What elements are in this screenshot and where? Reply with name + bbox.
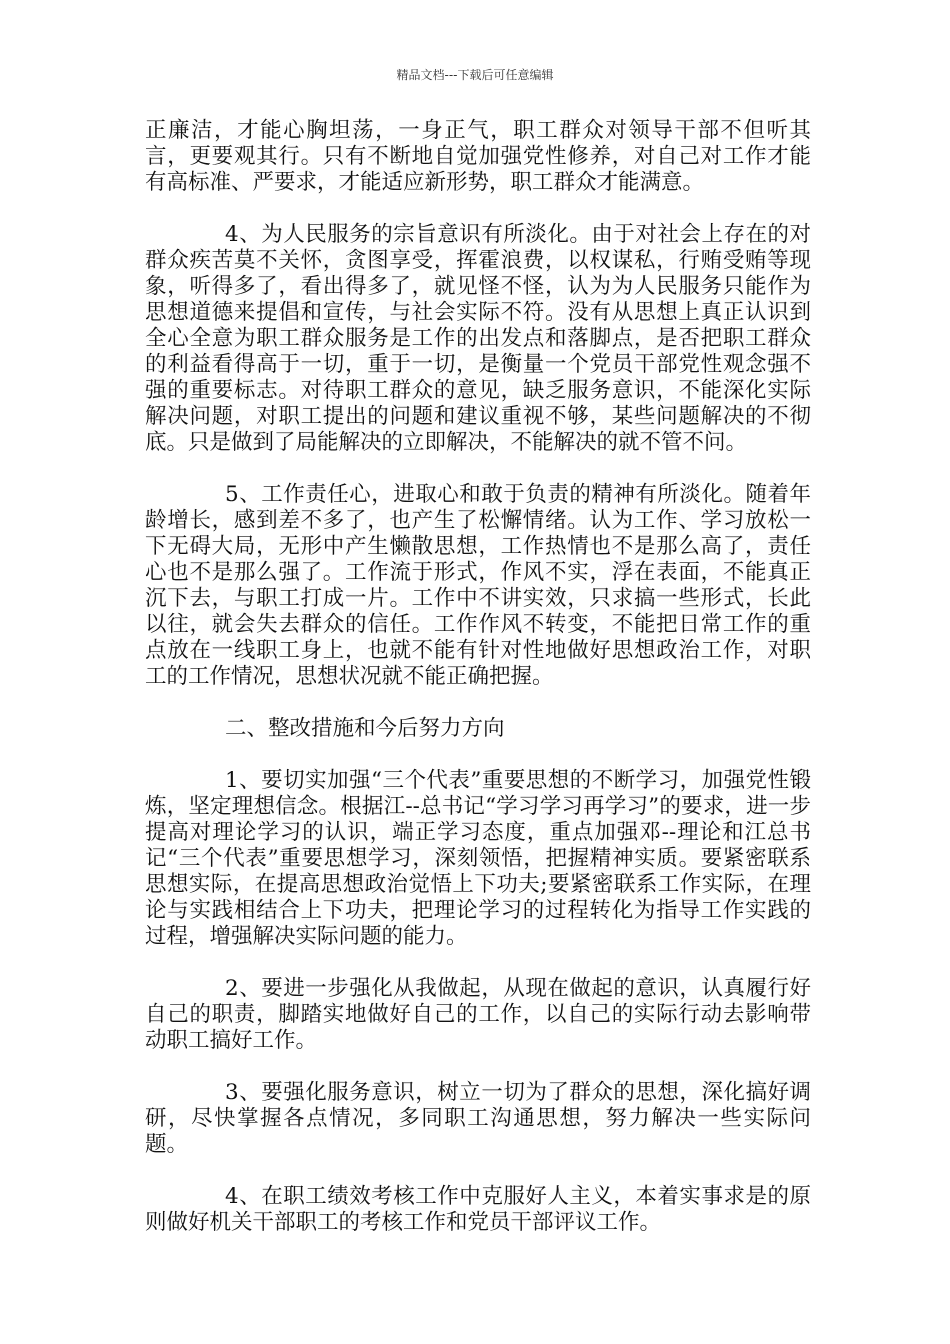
page-header: 精品文档---下载后可任意编辑	[396, 68, 554, 82]
measure-item-1: 1、要切实加强“三个代表”重要思想的不断学习，加强党性锻炼，坚定理想信念。根据江--总书记“学习学习再学习”的要求，进一步提高对理论学习的认识，端正学习态度，重点加强邓--理论和江总书记“三个代表”重要思想学习，深刻领悟，把握精神实质。要紧密联系思想实际，在提高思想政治觉悟上下功夫;要紧密联系工作实际，在理论与实践相结合上下功夫，把理论学习的过程转化为指导工作实践的过程，增强解决实际问题的能力。	[145, 768, 811, 949]
paragraph-item-4: 4、为人民服务的宗旨意识有所淡化。由于对社会上存在的对群众疾苦莫不关怀，贪图享受，挥霍浪费，以权谋私，行贿受贿等现象，听得多了，看出得多了，就见怪不怪，认为为人民服务只能作为思想道德来提倡和宣传，与社会实际不符。没有从思想上真正认识到全心全意为职工群众服务是工作的出发点和落脚点，是否把职工群众的利益看得高于一切，重于一切，是衡量一个党员干部党性观念强不强的重要标志。对待职工群众的意见，缺乏服务意识，不能深化实际解决问题，对职工提出的问题和建议重视不够，某些问题解决的不彻底。只是做到了局能解决的立即解决，不能解决的就不管不问。	[145, 222, 811, 455]
paragraph-continuation: 正廉洁，才能心胸坦荡，一身正气，职工群众对领导干部不但听其言，更要观其行。只有不断地自觉加强党性修养，对自己对工作才能有高标准、严要求，才能适应新形势，职工群众才能满意。	[145, 118, 811, 195]
document-body	[145, 118, 811, 1262]
measure-item-4: 4、在职工绩效考核工作中克服好人主义，本着实事求是的原则做好机关干部职工的考核工作和党员干部评议工作。	[145, 1184, 811, 1235]
measure-item-3: 3、要强化服务意识，树立一切为了群众的思想，深化搞好调研，尽快掌握各点情况，多同职工沟通思想，努力解决一些实际问题。	[145, 1080, 811, 1157]
section-heading: 二、整改措施和今后努力方向	[225, 716, 505, 741]
measure-item-2: 2、要进一步强化从我做起，从现在做起的意识，认真履行好自己的职责，脚踏实地做好自己的工作，以自己的实际行动去影响带动职工搞好工作。	[145, 976, 811, 1053]
paragraph-item-5: 5、工作责任心，进取心和敢于负责的精神有所淡化。随着年龄增长，感到差不多了，也产生了松懈情绪。认为工作、学习放松一下无碍大局，无形中产生懒散思想，工作热情也不是那么高了，责任心也不是那么强了。工作流于形式，作风不实，浮在表面，不能真正沉下去，与职工打成一片。工作中不讲实效，只求搞一些形式，长此以往，就会失去群众的信任。工作作风不转变，不能把日常工作的重点放在一线职工身上，也就不能有针对性地做好思想政治工作，对职工的工作情况，思想状况就不能正确把握。	[145, 482, 811, 689]
